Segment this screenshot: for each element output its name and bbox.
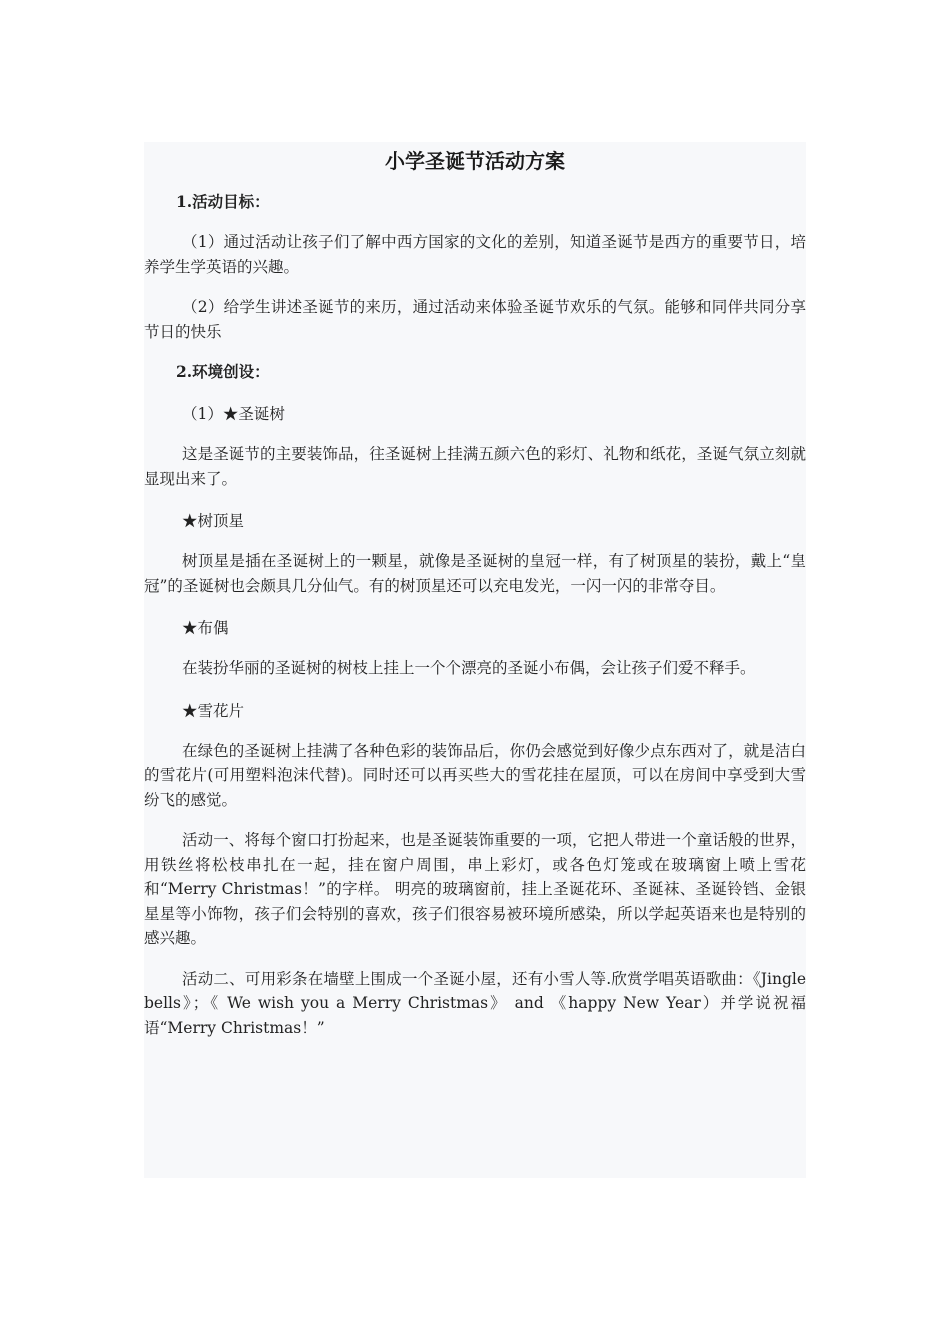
document-page [144, 142, 806, 1178]
section-heading-goals: 1.活动目标： [176, 192, 270, 211]
subheading-doll: ★布偶 [182, 619, 229, 637]
paragraph-tree-top-star: 树顶星是插在圣诞树上的一颗星，就像是圣诞树的皇冠一样，有了树顶星的装扮，戴上“皇冠”的圣诞树也会颇具几分仙气。有的树顶星还可以充电发光，一闪一闪的非常夺目。 [144, 552, 806, 595]
paragraph-snowflake: 在绿色的圣诞树上挂满了各种色彩的装饰品后，你仍会感觉到好像少点东西对了，就是洁白的雪花片(可用塑料泡沫代替)。同时还可以再买些大的雪花挂在屋顶，可以在房间中享受到大雪纷飞的感觉。 [144, 741, 806, 809]
paragraph-doll: 在装扮华丽的圣诞树的树枝上挂上一个个漂亮的圣诞小布偶，会让孩子们爱不释手。 [182, 659, 756, 677]
section-heading-environment: 2.环境创设： [176, 362, 270, 381]
paragraph-activity-1: 活动一、将每个窗口打扮起来，也是圣诞装饰重要的一项，它把人带进一个童话般的世界，用铁丝将松枝串扎在一起，挂在窗户周围，串上彩灯，或各色灯笼或在玻璃窗上喷上雪花和“Merry Christmas！”的字样。 明亮的玻璃窗前，挂上圣诞花环、圣诞袜、圣诞铃铛、金银星星等小饰物，孩子们会特别的喜欢，孩子们很容易被环境所感染，所以学起英语来也是特别的感兴趣。 [144, 831, 806, 947]
paragraph-goal-1: （1）通过活动让孩子们了解中西方国家的文化的差别，知道圣诞节是西方的重要节日，培养学生学英语的兴趣。 [144, 233, 806, 276]
subheading-tree-top-star: ★树顶星 [182, 512, 245, 530]
paragraph-activity-2: 活动二、可用彩条在墙壁上围成一个圣诞小屋，还有小雪人等.欣赏学唱英语歌曲：《Jingle bells》；《 We wish you a Merry Christmas》 and 《happy New Year）并学说祝福语“Merry Christmas！” [144, 969, 806, 1037]
paragraph-goal-2: （2）给学生讲述圣诞节的来历，通过活动来体验圣诞节欢乐的气氛。能够和同伴共同分享节日的快乐 [144, 298, 806, 341]
subheading-christmas-tree: （1）★圣诞树 [182, 405, 285, 423]
document-title: 小学圣诞节活动方案 [385, 149, 565, 173]
paragraph-christmas-tree: 这是圣诞节的主要装饰品，往圣诞树上挂满五颜六色的彩灯、礼物和纸花，圣诞气氛立刻就显现出来了。 [144, 445, 806, 488]
subheading-snowflake: ★雪花片 [182, 701, 245, 720]
